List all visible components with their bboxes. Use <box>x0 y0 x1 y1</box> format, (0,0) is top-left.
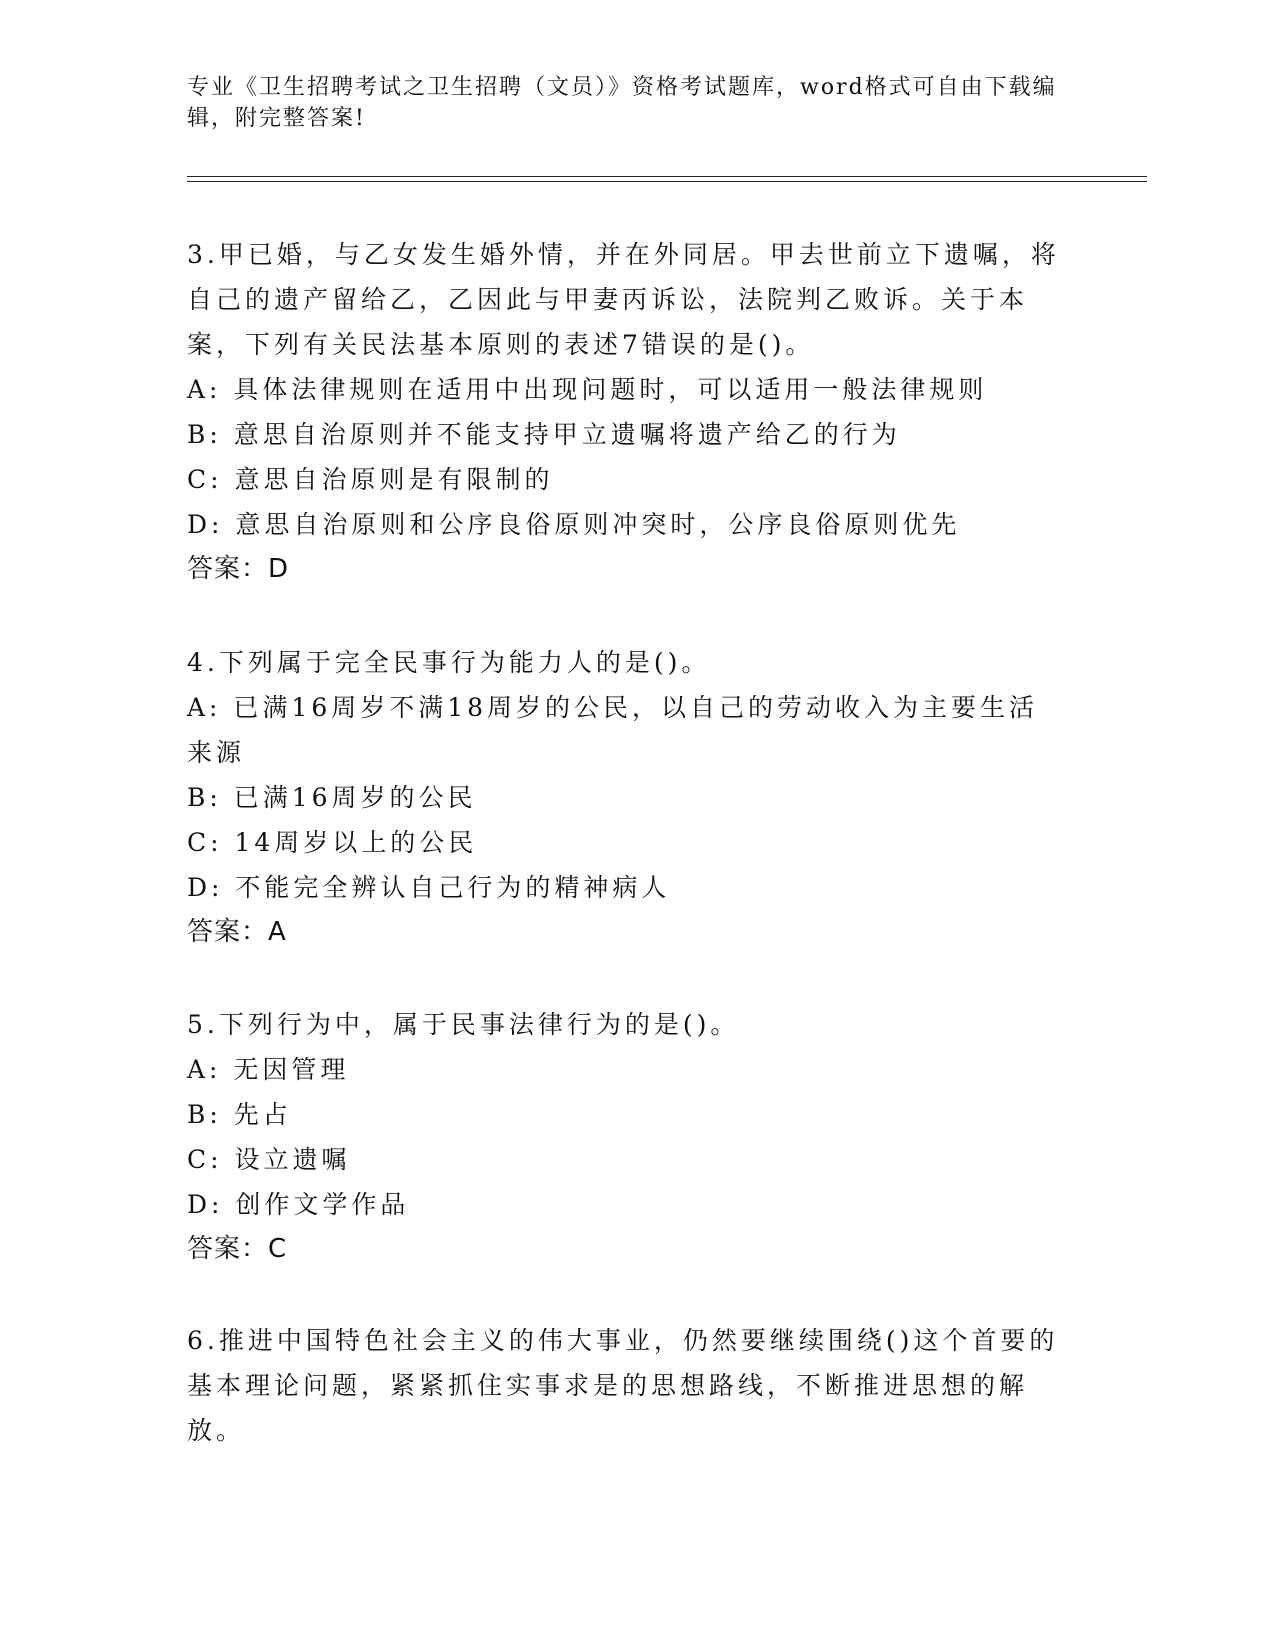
option-b: B: 意思自治原则并不能支持甲立遗嘱将遗产给乙的行为 <box>187 420 901 449</box>
option-d: D: 意思自治原则和公序良俗原则冲突时，公序良俗原则优先 <box>187 510 961 539</box>
question-4 <box>187 640 1067 955</box>
option-c: C: 14周岁以上的公民 <box>187 828 478 857</box>
question-stem: 4.下列属于完全民事行为能力人的是()。 <box>187 648 711 677</box>
answer-line: 答案：D <box>187 554 290 584</box>
option-a: A: 已满16周岁不满18周岁的公民，以自己的劳动收入为主要生活来源 <box>187 693 1039 767</box>
answer-line: 答案：A <box>187 917 287 947</box>
answer-line: 答案：C <box>187 1234 288 1264</box>
option-b: B: 先占 <box>187 1100 292 1129</box>
option-b: B: 已满16周岁的公民 <box>187 783 477 812</box>
option-c: C: 设立遗嘱 <box>187 1145 351 1174</box>
option-a: A: 具体法律规则在适用中出现问题时，可以适用一般法律规则 <box>187 375 988 404</box>
header-divider-bottom <box>187 181 1147 182</box>
option-c: C: 意思自治原则是有限制的 <box>187 465 554 494</box>
header-divider-top <box>187 176 1147 177</box>
option-a: A: 无因管理 <box>187 1055 350 1084</box>
question-5 <box>187 1002 1067 1272</box>
option-d: D: 创作文学作品 <box>187 1190 410 1219</box>
question-3 <box>187 232 1067 592</box>
document-intro: 专业《卫生招聘考试之卫生招聘（文员）》资格考试题库，word格式可自由下载编辑，附完整答案! <box>187 75 1057 131</box>
option-d: D: 不能完全辨认自己行为的精神病人 <box>187 873 671 902</box>
question-stem: 3.甲已婚，与乙女发生婚外情，并在外同居。甲去世前立下遗嘱，将自己的遗产留给乙，乙因此与甲妻丙诉讼，法院判乙败诉。关于本案，下列有关民法基本原则的表述7错误的是()。 <box>187 240 1060 359</box>
question-stem: 5.下列行为中，属于民事法律行为的是()。 <box>187 1010 740 1039</box>
question-stem: 6.推进中国特色社会主义的伟大事业，仍然要继续围绕()这个首要的基本理论问题，紧紧抓住实事求是的思想路线，不断推进思想的解放。 <box>187 1326 1059 1445</box>
question-6 <box>187 1318 1067 1453</box>
